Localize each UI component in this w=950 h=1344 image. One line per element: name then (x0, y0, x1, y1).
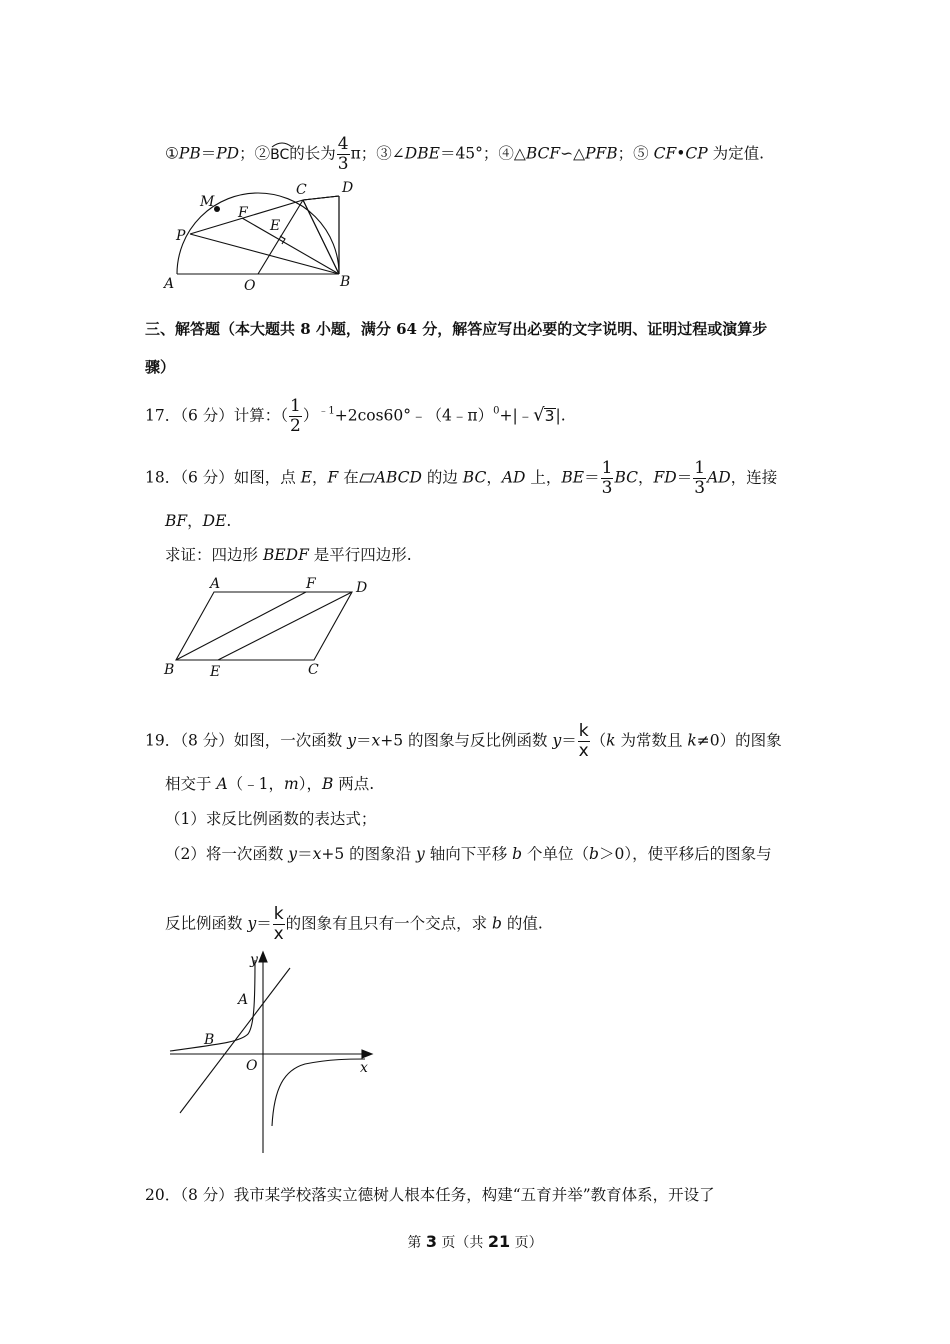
hyperbola-branch-lower-right (272, 1059, 365, 1126)
numerator: k (273, 904, 284, 924)
label-p: P (176, 228, 186, 244)
text: E (300, 468, 313, 487)
text: B (321, 775, 334, 793)
question-19-line2 (165, 777, 374, 793)
fraction-k-x (578, 723, 590, 760)
text: BC (270, 146, 290, 163)
exponent: 0 (493, 405, 500, 417)
text: F (327, 468, 339, 487)
denominator: 3 (694, 478, 706, 498)
figure-q16-semicircle (160, 178, 360, 298)
figure-q18-parallelogram (160, 574, 380, 684)
text: ，连接 (730, 468, 778, 487)
text: ， (187, 512, 203, 530)
question-19-part1: （1）求反比例函数的表达式； (165, 810, 377, 828)
text: 轴向下平移 (424, 845, 513, 863)
q16-statements (165, 136, 764, 173)
text: ＝ (676, 468, 693, 487)
section-3-heading-line1: 三、解答题（本大题共 8 小题，满分 64 分，解答应写出必要的文字说明、证明过程或演算步 (145, 320, 768, 338)
denominator: x (273, 924, 284, 944)
text: ＝ (297, 845, 313, 863)
text: BCF (525, 144, 561, 163)
text: π (350, 144, 361, 163)
fraction-1-2 (289, 398, 302, 435)
numerator: 1 (694, 458, 706, 478)
text: 两点. (333, 775, 375, 793)
text: ＞0），使平移后的图象与 (598, 845, 772, 863)
text: ＝ (256, 914, 272, 933)
text: DE (202, 512, 227, 530)
text: y (247, 914, 257, 933)
text: 相交于 (165, 775, 217, 793)
text: k (606, 731, 616, 750)
label-a: A (164, 276, 175, 292)
text: ① (165, 144, 179, 163)
text: BF (165, 512, 188, 530)
text: 的边 (421, 468, 463, 487)
text: 17．（6 分）计算：（ (145, 406, 289, 425)
text: b (492, 914, 502, 933)
label-b: B (164, 662, 175, 678)
label-o: O (246, 1058, 258, 1074)
label-f: F (306, 576, 316, 592)
x-axis-arrow-icon (362, 1050, 372, 1058)
text: BC (462, 468, 487, 487)
text: PD (216, 144, 240, 163)
question-18-line2 (165, 514, 231, 530)
denominator: 3 (337, 154, 349, 174)
numerator: 1 (601, 458, 613, 478)
text: y (347, 731, 356, 750)
page-footer (0, 1232, 950, 1252)
text: DBE (404, 144, 440, 163)
text: 在 (338, 468, 359, 487)
denominator: x (578, 741, 589, 761)
text: FD (653, 468, 677, 487)
y-axis-arrow-icon (259, 952, 267, 962)
text: （2）将一次函数 (165, 845, 289, 863)
text: 为定值. (707, 144, 765, 163)
denominator: 2 (290, 416, 301, 436)
text: PFB (585, 144, 618, 163)
page-number: 3 (425, 1232, 437, 1251)
text: BC (614, 468, 639, 487)
text: y (416, 845, 425, 863)
text: 19．（8 分）如图，一次函数 (145, 731, 348, 750)
text: +|﹣ (499, 406, 534, 425)
arc-symbol-icon (270, 140, 294, 148)
label-c: C (308, 662, 319, 678)
label-d: D (356, 580, 368, 596)
text: m (284, 775, 299, 793)
text: 个单位（ (522, 845, 590, 863)
text: ；③∠ (360, 144, 405, 163)
denominator: 3 (601, 478, 613, 498)
text: 18．（6 分）如图，点 (145, 468, 301, 487)
text: 是平行四边形. (308, 546, 412, 564)
radicand: 3 (544, 406, 555, 425)
fraction-1-3 (601, 460, 614, 497)
text: CF (653, 144, 677, 163)
text: ∽△ (560, 144, 586, 163)
text: |. (555, 406, 566, 425)
text: 页） (510, 1235, 543, 1251)
text: A (216, 775, 228, 793)
label-y: y (250, 952, 258, 968)
parallelogram-icon (359, 473, 375, 483)
text: ， (312, 468, 328, 487)
text: x (371, 731, 381, 750)
text: BE (561, 468, 585, 487)
text: b (589, 845, 599, 863)
fraction-4-3 (337, 136, 350, 173)
question-19-line1 (145, 723, 782, 760)
text: ＝ (200, 144, 217, 163)
text: ≠0）的图象 (696, 731, 782, 750)
sqrt-symbol-icon: √ (533, 404, 545, 426)
text: 页（共 (436, 1235, 488, 1251)
label-d: D (342, 180, 354, 196)
total-pages: 21 (487, 1232, 511, 1251)
label-e: E (210, 664, 221, 680)
text: ＝ (561, 731, 577, 750)
text: x (312, 845, 322, 863)
exponent: ﹣1 (318, 405, 335, 417)
label-b: B (340, 274, 351, 290)
question-18-line1 (145, 460, 777, 497)
text: 的值. (501, 914, 543, 933)
text: 的长为 (289, 144, 336, 163)
point-m-dot (214, 206, 220, 212)
question-19-part2 (165, 847, 772, 863)
label-f: F (238, 205, 248, 221)
text: 反比例函数 (165, 914, 248, 933)
figure-q19-graph (160, 948, 390, 1160)
question-17 (145, 398, 566, 435)
text: +5 的图象与反比例函数 (380, 731, 553, 750)
label-o: O (244, 278, 256, 294)
label-x: x (360, 1060, 368, 1076)
text: PB (178, 144, 201, 163)
numerator: 4 (337, 134, 349, 154)
text: ， (638, 468, 654, 487)
text: 上， (525, 468, 562, 487)
numerator: k (578, 721, 589, 741)
text: ）， (298, 775, 322, 793)
text: ；② (239, 144, 271, 163)
question-18-prove (165, 548, 412, 564)
text: CP (685, 144, 708, 163)
text: BEDF (262, 546, 309, 564)
question-20: 20．（8 分）我市某学校落实立德树人根本任务，构建“五育并举”教育体系，开设了 (145, 1186, 715, 1204)
text: （ (590, 731, 607, 750)
text: y (552, 731, 562, 750)
label-b: B (204, 1032, 215, 1048)
label-m: M (200, 194, 215, 210)
fraction-k-x-b (273, 906, 285, 943)
label-e: E (270, 218, 281, 234)
text: （﹣1， (227, 775, 285, 793)
text: ＝ (355, 731, 372, 750)
text: ＝ (584, 468, 600, 487)
label-a: A (238, 992, 249, 1008)
arc-bc (270, 143, 289, 163)
text: 第 (407, 1235, 426, 1251)
text: AD (501, 468, 526, 487)
text: +5 的图象沿 (321, 845, 417, 863)
text: y (288, 845, 298, 863)
fraction-1-3-b (693, 460, 706, 497)
text: ） (302, 406, 319, 425)
label-c: C (296, 182, 307, 198)
text: . (226, 512, 232, 530)
section-3-heading-line2: 骤） (145, 358, 176, 376)
text: +2cos60°﹣（4﹣π） (334, 406, 494, 425)
text: ， (486, 468, 502, 487)
text: k (687, 731, 697, 750)
question-19-part2-cont (165, 906, 543, 943)
text: 求证：四边形 (165, 546, 263, 564)
text: 的图象有且只有一个交点，求 (285, 914, 493, 933)
text: AD (707, 468, 731, 487)
numerator: 1 (290, 396, 301, 416)
label-a: A (210, 576, 221, 592)
text: • (676, 144, 686, 163)
text: ABCD (374, 468, 422, 487)
text: 为常数且 (615, 731, 688, 750)
text: b (512, 845, 523, 863)
text: ＝45°；④△ (439, 144, 526, 163)
text: ；⑤ (617, 144, 654, 163)
